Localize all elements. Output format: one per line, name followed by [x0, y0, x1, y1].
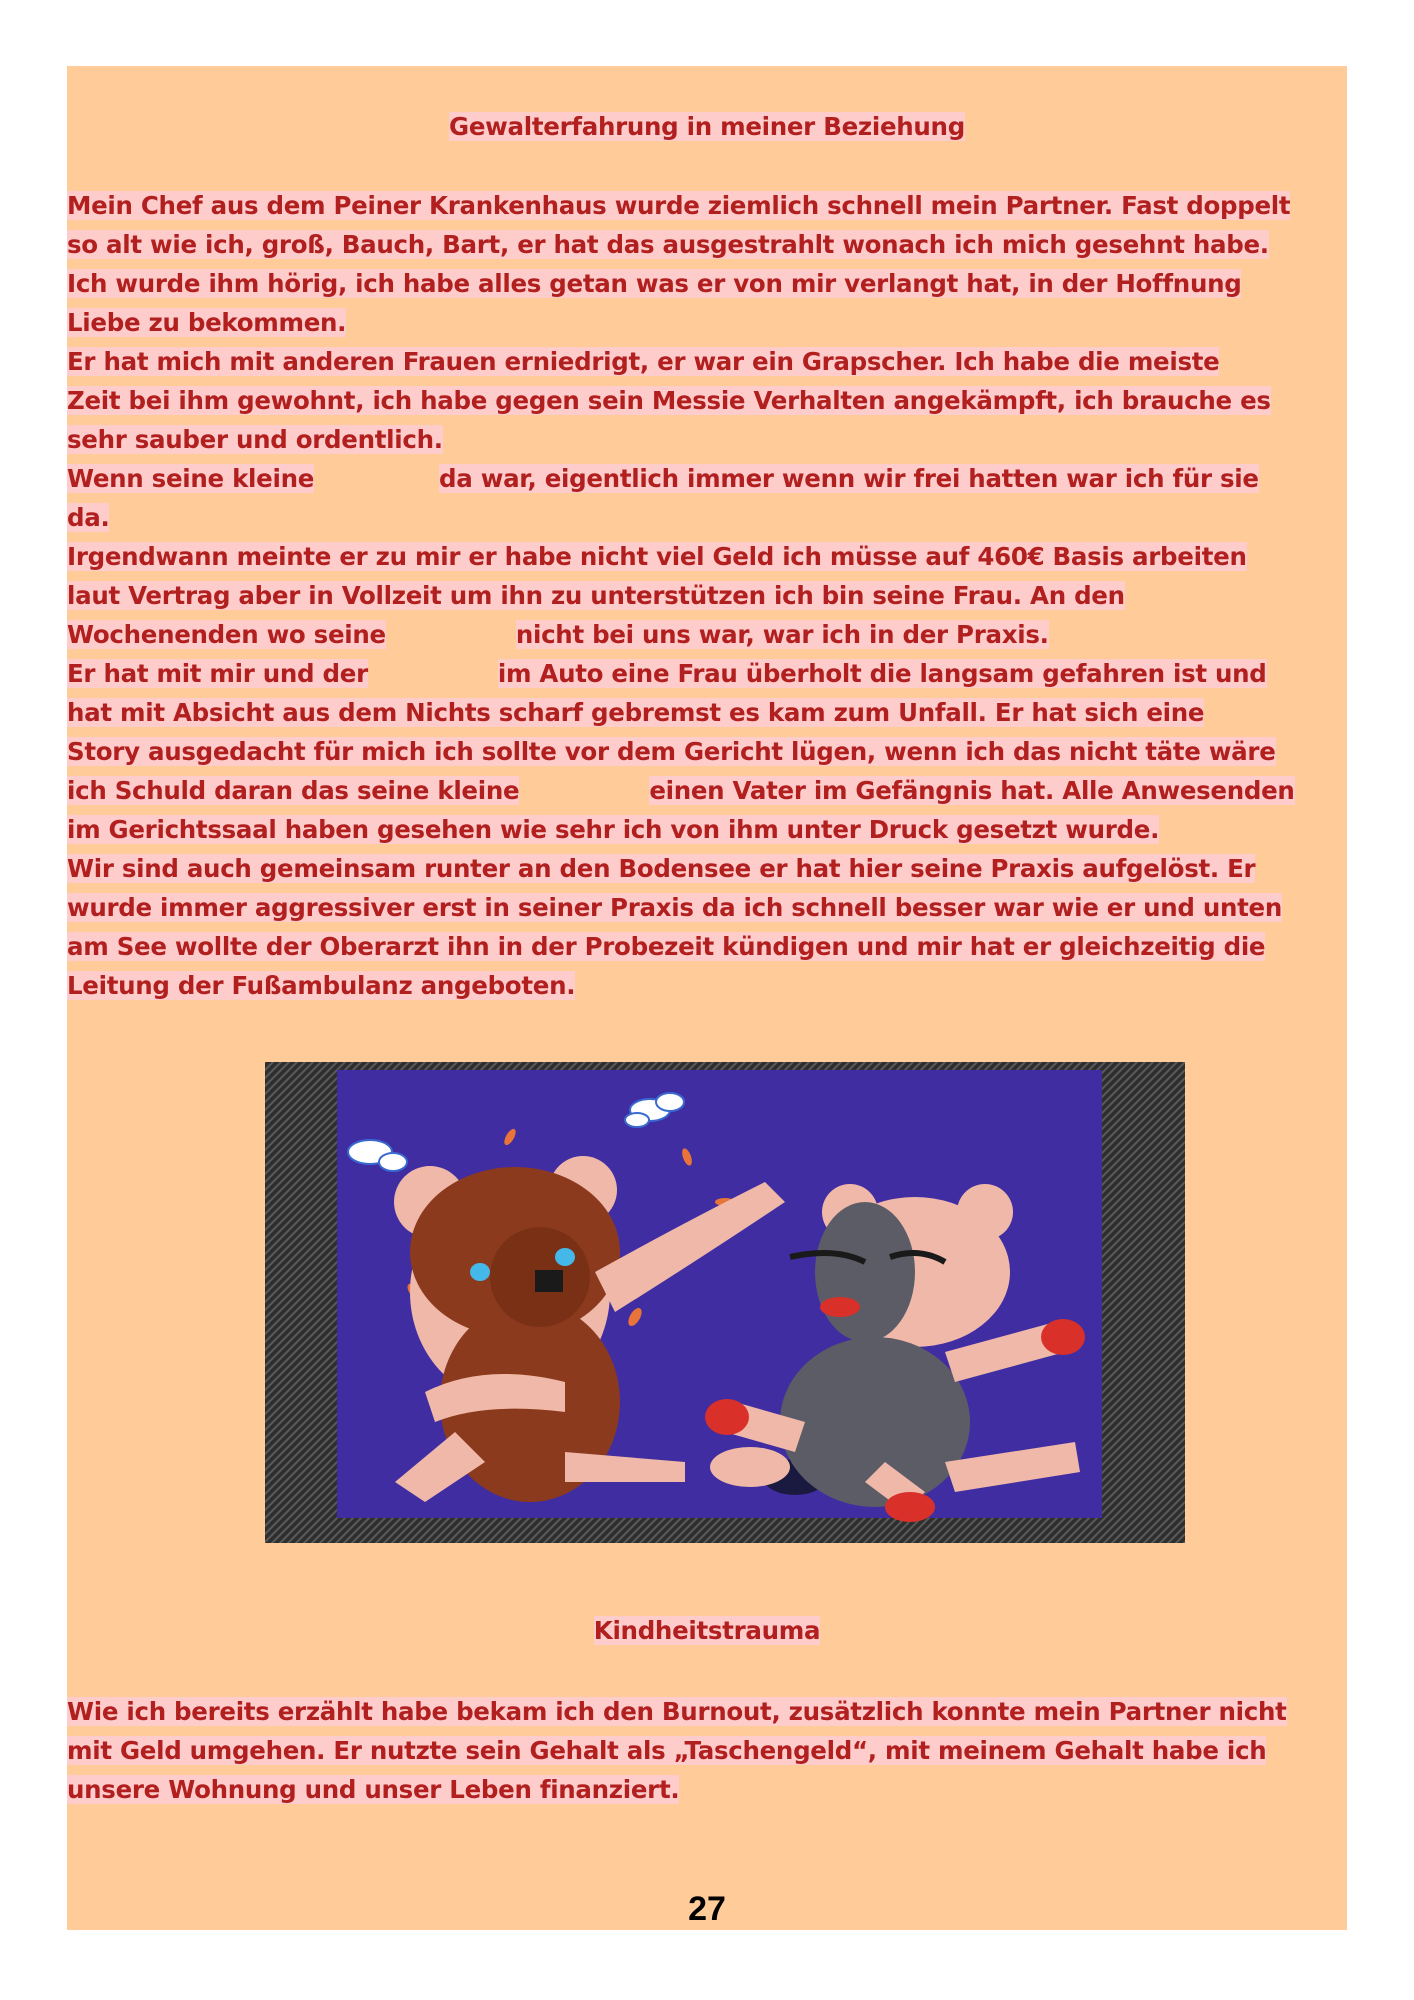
text-segment: Leitung der Fußambulanz angeboten. [67, 971, 576, 1000]
text-segment: Wenn seine kleine [67, 464, 315, 493]
text-segment: Er hat mich mit anderen Frauen erniedrigt, er war ein Grapscher. Ich habe die meiste [67, 347, 1220, 376]
text-segment: im Auto eine Frau überholt die langsam gefahren ist und [497, 659, 1267, 688]
text-line [67, 1731, 1347, 1770]
text-line [67, 1692, 1347, 1731]
section-title-text: Gewalterfahrung in meiner Beziehung [449, 112, 965, 141]
text-segment: Ich wurde ihm hörig, ich habe alles getan was er von mir verlangt hat, in der Hoffnung [67, 269, 1242, 298]
text-line [67, 498, 1347, 537]
text-segment: Irgendwann meinte er zu mir er habe nicht viel Geld ich müsse auf 460€ Basis arbeiten [67, 542, 1247, 571]
text-line [67, 537, 1347, 576]
section-title-text: Kindheitstrauma [593, 1616, 821, 1645]
section-title-childhood [0, 1616, 1414, 1645]
text-line [67, 420, 1347, 459]
text-segment: unsere Wohnung und unser Leben finanziert. [67, 1775, 680, 1804]
page-number: 27 [688, 1890, 726, 1928]
text-segment: da war, eigentlich immer wenn wir frei hatten war ich für sie [439, 464, 1259, 493]
text-line [67, 654, 1347, 693]
text-line [67, 381, 1347, 420]
text-segment: Wir sind auch gemeinsam runter an den Bodensee er hat hier seine Praxis aufgelöst. Er [67, 854, 1256, 883]
text-segment: einen Vater im Gefängnis hat. Alle Anwesenden [649, 776, 1295, 805]
text-line [67, 576, 1347, 615]
text-line [67, 849, 1347, 888]
text-line [67, 732, 1347, 771]
text-segment: Liebe zu bekommen. [67, 308, 347, 337]
text-segment: Zeit bei ihm gewohnt, ich habe gegen sein Messie Verhalten angekämpft, ich brauche es [67, 386, 1271, 415]
text-line [67, 1770, 1347, 1809]
text-segment: sehr sauber und ordentlich. [67, 425, 443, 454]
text-segment: da. [67, 503, 110, 532]
section-body-violence [67, 186, 1347, 1005]
text-line [67, 888, 1347, 927]
text-line [67, 225, 1347, 264]
text-line [67, 615, 1347, 654]
text-line [67, 459, 1347, 498]
text-segment: laut Vertrag aber in Vollzeit um ihn zu unterstützen ich bin seine Frau. An den [67, 581, 1125, 610]
text-segment: nicht bei uns war, war ich in der Praxis. [515, 620, 1049, 649]
text-segment: mit Geld umgehen. Er nutzte sein Gehalt als „Taschengeld“, mit meinem Gehalt habe ich [67, 1736, 1267, 1765]
text-line [67, 966, 1347, 1005]
section-body-childhood [67, 1692, 1347, 1809]
text-line [67, 771, 1347, 810]
text-segment: wurde immer aggressiver erst in seiner Praxis da ich schnell besser war wie er und unten [67, 893, 1283, 922]
text-segment: Er hat mit mir und der [67, 659, 368, 688]
text-segment: Wie ich bereits erzählt habe bekam ich den Burnout, zusätzlich konnte mein Partner nicht [67, 1697, 1287, 1726]
text-line [67, 303, 1347, 342]
text-segment: am See wollte der Oberarzt ihn in der Probezeit kündigen und mir hat er gleichzeitig die [67, 932, 1266, 961]
text-segment: Story ausgedacht für mich ich sollte vor dem Gericht lügen, wenn ich das nicht täte wäre [67, 737, 1276, 766]
text-segment: hat mit Absicht aus dem Nichts scharf gebremst es kam zum Unfall. Er hat sich eine [67, 698, 1205, 727]
text-line [67, 693, 1347, 732]
text-segment: im Gerichtssaal haben gesehen wie sehr ich von ihm unter Druck gesetzt wurde. [67, 815, 1160, 844]
text-line [67, 264, 1347, 303]
text-line [67, 186, 1347, 225]
painting-illustration [265, 1062, 1185, 1543]
text-line [67, 342, 1347, 381]
text-segment: so alt wie ich, groß, Bauch, Bart, er hat das ausgestrahlt wonach ich mich gesehnt habe. [67, 230, 1269, 259]
section-title-violence [0, 112, 1414, 141]
painting-bears-image [265, 1062, 1185, 1543]
text-line [67, 927, 1347, 966]
text-segment: Wochenenden wo seine [67, 620, 386, 649]
text-segment: ich Schuld daran das seine kleine [67, 776, 520, 805]
text-segment: Mein Chef aus dem Peiner Krankenhaus wurde ziemlich schnell mein Partner. Fast doppelt [67, 191, 1291, 220]
text-line [67, 810, 1347, 849]
